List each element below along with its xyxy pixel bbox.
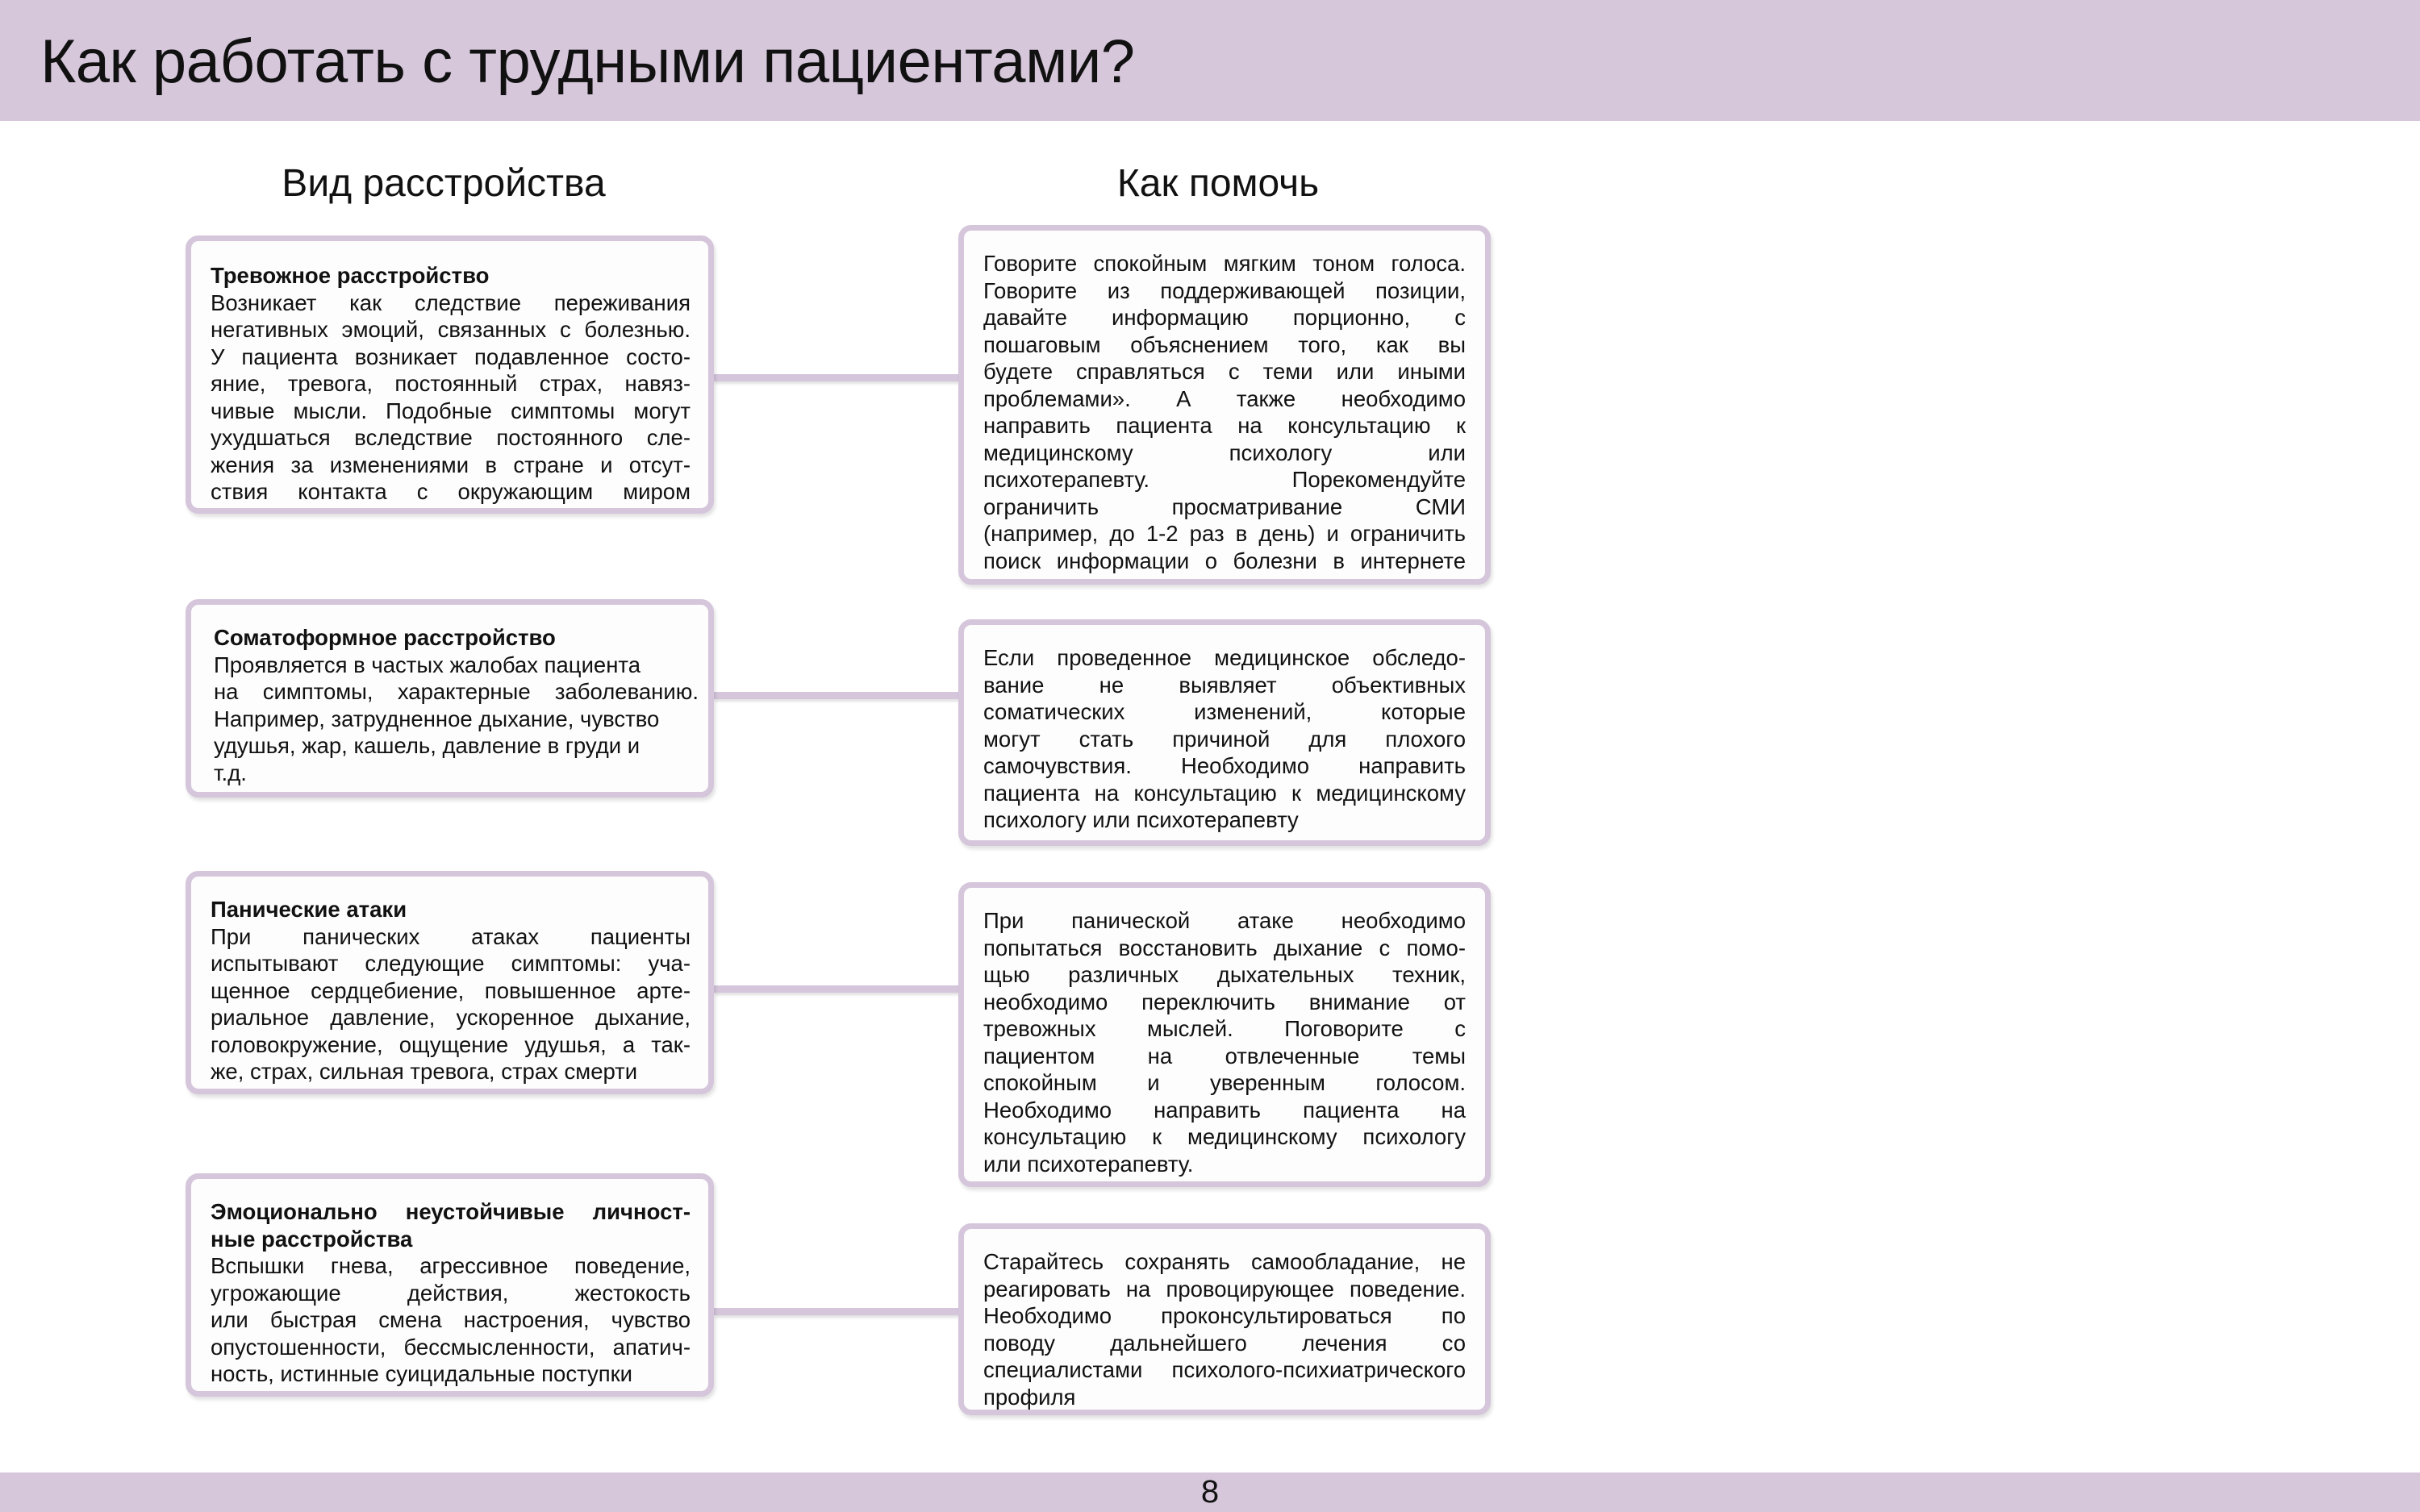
- text-line: могут стать причиной для плохого: [983, 726, 1466, 752]
- footer-bar: [0, 1472, 2420, 1512]
- text-line: пациента на консультацию к медицинскому: [983, 780, 1466, 806]
- text-line: яние, тревога, постоянный страх, навяз-: [211, 371, 691, 396]
- text-line: риальное давление, ускоренное дыхание,: [211, 1005, 691, 1030]
- text-line: поиск информации о болезни в интернете: [983, 548, 1466, 573]
- text-line: ность, истинные суицидальные поступки: [211, 1361, 633, 1386]
- disorder-card-somatoform: [186, 599, 714, 798]
- text-line: спокойным и уверенным голосом.: [983, 1070, 1466, 1095]
- text-line: соматических изменений, которые: [983, 699, 1466, 724]
- text-line: психотерапевту. Порекомендуйте: [983, 467, 1466, 492]
- disorder-card-panic: [186, 871, 714, 1094]
- text-line: или психотерапевту.: [983, 1151, 1194, 1177]
- text-line: же, страх, сильная тревога, страх смерти: [211, 1059, 638, 1084]
- disorder-description: [211, 1252, 691, 1388]
- text-line: Если проведенное медицинское обследо-: [983, 645, 1466, 670]
- text-line: Возникает как следствие переживания: [211, 289, 691, 315]
- disorder-title: Эмоционально неустойчивые личност-: [211, 1199, 691, 1224]
- text-line: или быстрая смена настроения, чувство: [211, 1307, 691, 1332]
- text-line: При панических атаках пациенты: [211, 923, 691, 949]
- text-line: будете справляться с теми или иными: [983, 359, 1466, 384]
- text-line: Старайтесь сохранять самообладание, не: [983, 1249, 1466, 1274]
- text-line: негативных эмоций, связанных с болезнью.: [211, 317, 691, 342]
- text-line: Например, затрудненное дыхание, чувство: [214, 706, 660, 731]
- text-line: пошаговым объяснением того, как вы: [983, 331, 1466, 357]
- title-bar: [0, 0, 2420, 121]
- help-card-panic: [958, 882, 1491, 1187]
- text-line: испытывают следующие симптомы: уча-: [211, 951, 691, 976]
- text-line: ограничить просматривание СМИ: [983, 494, 1466, 519]
- connector-line: [714, 1308, 958, 1315]
- text-line: проблемами». А также необходимо: [983, 385, 1466, 411]
- text-line: профиля: [983, 1384, 1076, 1410]
- text-line: (например, до 1-2 раз в день) и ограничить: [983, 521, 1466, 546]
- disorder-card-emotional: [186, 1173, 714, 1397]
- text-line: Говорите из поддерживающей позиции,: [983, 277, 1466, 303]
- text-line: давайте информацию порционно, с: [983, 305, 1466, 330]
- text-line: угрожающие действия, жестокость: [211, 1280, 691, 1306]
- text-line: Необходимо проконсультироваться по: [983, 1303, 1466, 1328]
- text-line: направить пациента на консультацию к: [983, 413, 1466, 438]
- text-line: ствия контакта с окружающим миром: [211, 479, 691, 504]
- text-line: психологу или психотерапевту: [983, 807, 1299, 832]
- text-line: ухудшаться вследствие постоянного сле-: [211, 425, 691, 450]
- text-line: щью различных дыхательных техник,: [983, 962, 1466, 987]
- text-line: консультацию к медицинскому психологу: [983, 1124, 1466, 1149]
- text-line: опустошенности, бессмысленности, апатич-: [211, 1334, 691, 1360]
- text-line: поводу дальнейшего лечения со: [983, 1330, 1466, 1356]
- text-line: вание не выявляет объективных: [983, 672, 1466, 698]
- page-number: 8: [1200, 1474, 1220, 1510]
- text-line: специалистами психолого-психиатрического: [983, 1357, 1466, 1382]
- text-line: удушья, жар, кашель, давление в груди и: [214, 733, 640, 758]
- text-line: Вспышки гнева, агрессивное поведение,: [211, 1253, 691, 1278]
- text-line: пациентом на отвлеченные темы: [983, 1043, 1466, 1068]
- text-line: Говорите спокойным мягким тоном голоса.: [983, 251, 1466, 276]
- text-line: Проявляется в частых жалобах пациента: [214, 652, 640, 677]
- disorder-title: Соматоформное расстройство: [214, 625, 556, 650]
- text-line: попытаться восстановить дыхание с помо-: [983, 935, 1466, 960]
- disorder-title: ные расстройства: [211, 1226, 413, 1252]
- text-line: самочувствия. Необходимо направить: [983, 753, 1466, 778]
- help-card-anxiety: [958, 225, 1491, 585]
- help-card-emotional: [958, 1223, 1491, 1415]
- connector-line: [714, 374, 958, 381]
- disorder-description: [214, 652, 699, 787]
- text-line: т.д.: [214, 760, 247, 785]
- text-line: тревожных мыслей. Поговорите с: [983, 1016, 1466, 1041]
- text-line: медицинскому психологу или: [983, 439, 1466, 465]
- disorder-description: [211, 289, 691, 506]
- connector-line: [714, 692, 958, 699]
- disorder-title: Тревожное расстройство: [211, 263, 490, 288]
- page-title: Как работать с трудными пациентами?: [40, 27, 1135, 96]
- right-column-heading: Как помочь: [1116, 162, 1320, 205]
- text-line: головокружение, ощущение удушья, а так-: [211, 1031, 691, 1057]
- disorder-description: [211, 923, 691, 1085]
- text-line: необходимо переключить внимание от: [983, 989, 1466, 1014]
- disorder-title: Панические атаки: [211, 897, 407, 922]
- left-column-heading: Вид расстройства: [282, 162, 606, 205]
- text-line: щенное сердцебиение, повышенное арте-: [211, 977, 691, 1003]
- help-card-somatoform: [958, 619, 1491, 846]
- connector-line: [714, 985, 958, 993]
- text-line: Необходимо направить пациента на: [983, 1097, 1466, 1123]
- text-line: При панической атаке необходимо: [983, 908, 1466, 933]
- text-line: реагировать на провоцирующее поведение.: [983, 1276, 1466, 1302]
- disorder-card-anxiety: [186, 235, 714, 514]
- text-line: У пациента возникает подавленное состо-: [211, 344, 691, 369]
- text-line: жения за изменениями в стране и отсут-: [211, 452, 691, 477]
- text-line: на симптомы, характерные заболеванию.: [214, 679, 699, 704]
- text-line: чивые мысли. Подобные симптомы могут: [211, 398, 691, 423]
